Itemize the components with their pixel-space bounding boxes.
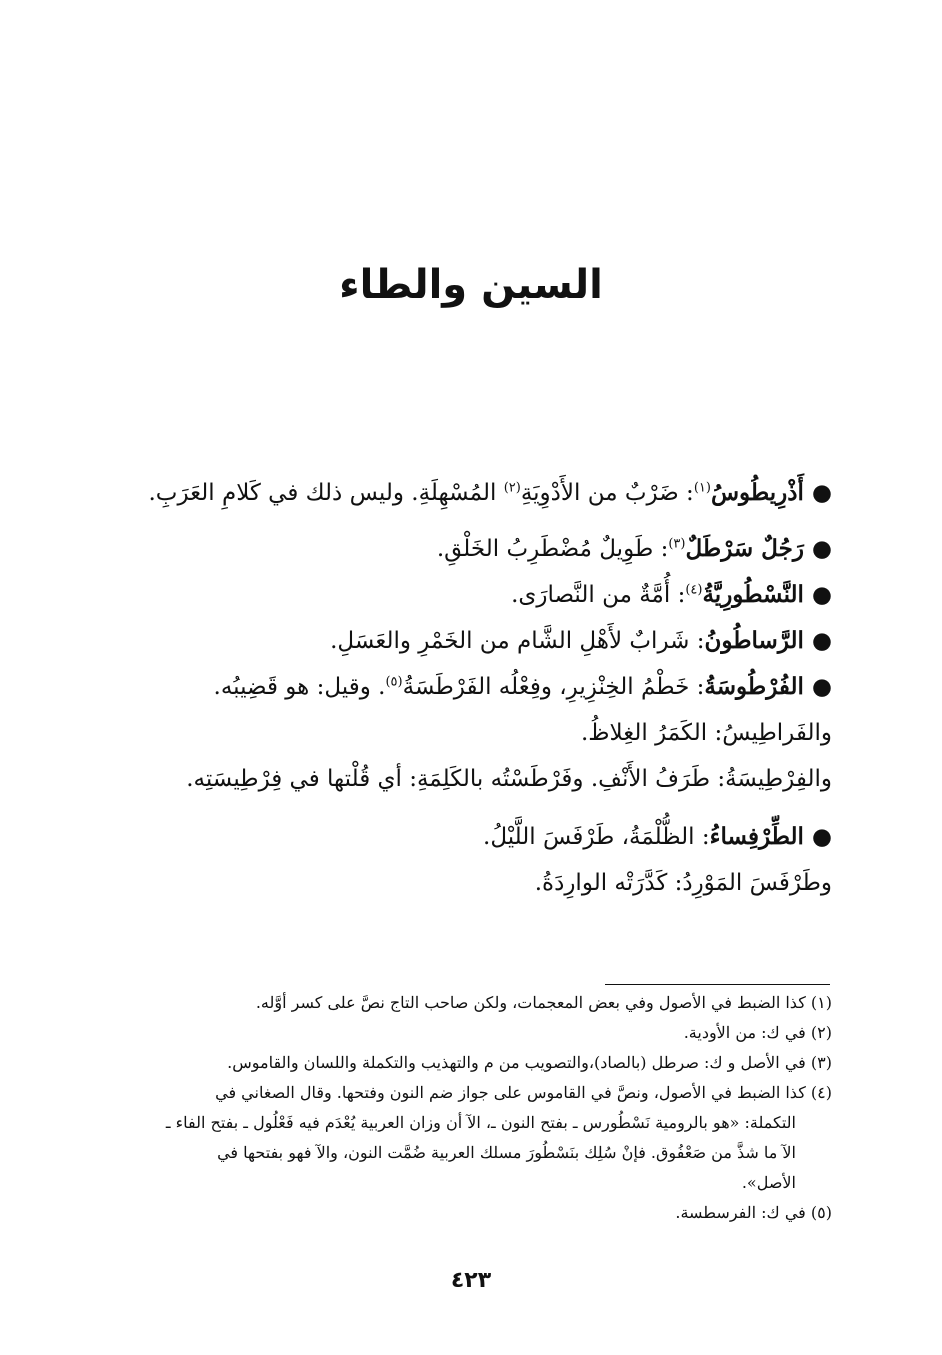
footnote-ref: (٢) bbox=[503, 480, 521, 496]
entry-firtisa: والفِرْطِيسَةُ: طَرَفُ الأَنْفِ. وفَرْطَسْتُه بالكَلِمَةِ: أي قُلْتها في فِرْطِيسَتِه. bbox=[186, 766, 832, 792]
definition: : أُمَّةٌ من النَّصارَى. bbox=[511, 582, 686, 608]
headword: أَذْرِيطُوسُ bbox=[710, 479, 804, 506]
footnote-text-continued: التكملة: «هو بالرومية نَسْطُورس ـ بفتح النون ـ، الآ أن وزان العربية يُعْدَم فيه فَعْلُول ـ بفتح الفاء ـ bbox=[165, 1113, 796, 1132]
entry-furtusa bbox=[100, 664, 832, 710]
bullet-icon: ● bbox=[811, 479, 832, 506]
bullet-icon: ● bbox=[811, 823, 832, 850]
page-number: ٤٢٣ bbox=[450, 1268, 492, 1293]
definition-continued: المُسْهِلَةِ. وليس ذلك في كَلامِ العَرَبِ. bbox=[148, 480, 497, 506]
footnote-1 bbox=[108, 988, 832, 1018]
footnote-text: كذا الضبط في الأصول، ونصَّ في القاموس على جواز ضم النون وفتحها. وقال الصغاني في bbox=[215, 1083, 806, 1102]
entries-section bbox=[100, 470, 832, 906]
bullet-icon: ● bbox=[811, 627, 832, 654]
footnote-text-continued: الآ ما شذَّ من صَعْفُوق. فإنْ سُلِك بنَسْطُورَ مسلك العربية ضُمَّت النون، والآ فهو بفتحها في bbox=[217, 1143, 796, 1162]
footnote-3 bbox=[108, 1048, 832, 1078]
footnote-text: كذا الضبط في الأصول وفي بعض المعجمات، ولكن صاحب التاج نصَّ على كسر أوَّله. bbox=[255, 993, 806, 1012]
bullet-icon: ● bbox=[811, 581, 832, 608]
footnote-text: في الأصل و ك: صرطل (بالصاد)،والتصويب من م والتهذيب والتكملة واللسان والقاموس. bbox=[227, 1053, 806, 1072]
definition: : شَرابٌ لأَهْلِ الشَّام من الخَمْرِ والعَسَلِ. bbox=[330, 628, 705, 654]
headword: الفُرْطُوسَةُ bbox=[704, 673, 804, 700]
footnote-label: (٥) bbox=[810, 1203, 832, 1222]
footnote-label: (٣) bbox=[810, 1053, 832, 1072]
footnote-2 bbox=[108, 1018, 832, 1048]
footnote-ref: (٣) bbox=[668, 536, 686, 552]
footnotes-section bbox=[108, 988, 832, 1228]
footnote-text: في ك: من الأودية. bbox=[683, 1023, 806, 1042]
headword: النَّسْطُورِيَّةُ bbox=[702, 581, 804, 608]
entry-tarfasa-mawrid: وطَرْفَسَ المَوْرِدُ: كَدَّرَتْه الوارِدَةُ. bbox=[534, 870, 832, 896]
entry-adhritus bbox=[100, 470, 832, 516]
footnote-5 bbox=[108, 1198, 832, 1228]
footnote-text-continued: الأصل». bbox=[741, 1173, 796, 1192]
bullet-icon: ● bbox=[811, 535, 832, 562]
footnote-label: (١) bbox=[810, 993, 832, 1012]
footnote-text: في ك: الفرسطسة. bbox=[675, 1203, 806, 1222]
footnote-label: (٤) bbox=[810, 1083, 832, 1102]
footnote-ref: (١) bbox=[693, 480, 711, 496]
page-title: السين والطاء bbox=[339, 262, 603, 308]
footnote-4 bbox=[108, 1078, 832, 1198]
definition: : طَوِيلٌ مُضْطَرِبُ الخَلْقِ. bbox=[436, 536, 669, 562]
footnote-ref: (٥) bbox=[385, 674, 403, 690]
footnote-ref: (٤) bbox=[685, 582, 703, 598]
definition: : الظُّلْمَةُ، طَرْفَسَ اللَّيْلُ. bbox=[483, 824, 710, 850]
definition-continued: . وقيل: هو قَضِيبُه. bbox=[213, 674, 386, 700]
headword: الطِّرْفِساءُ bbox=[709, 823, 804, 850]
entry-sartal bbox=[100, 526, 832, 572]
headword: الرَّساطُونُ bbox=[704, 627, 804, 654]
footnote-divider bbox=[605, 984, 830, 985]
headword: رَجُلٌ سَرْطَلٌ bbox=[685, 535, 804, 562]
entry-nasturiyya bbox=[100, 572, 832, 618]
entry-faratis: والفَراطِيسُ: الكَمَرُ الغِلاظُ. bbox=[580, 720, 832, 746]
entry-rasatun bbox=[100, 618, 832, 664]
bullet-icon: ● bbox=[811, 673, 832, 700]
entry-tirfisa bbox=[100, 814, 832, 860]
definition: : ضَرْبٌ من الأَدْوِيَةِ bbox=[520, 480, 694, 506]
footnote-label: (٢) bbox=[810, 1023, 832, 1042]
definition: : خَطْمُ الخِنْزِيرِ، وفِعْلُه الفَرْطَسَةُ bbox=[402, 674, 705, 700]
